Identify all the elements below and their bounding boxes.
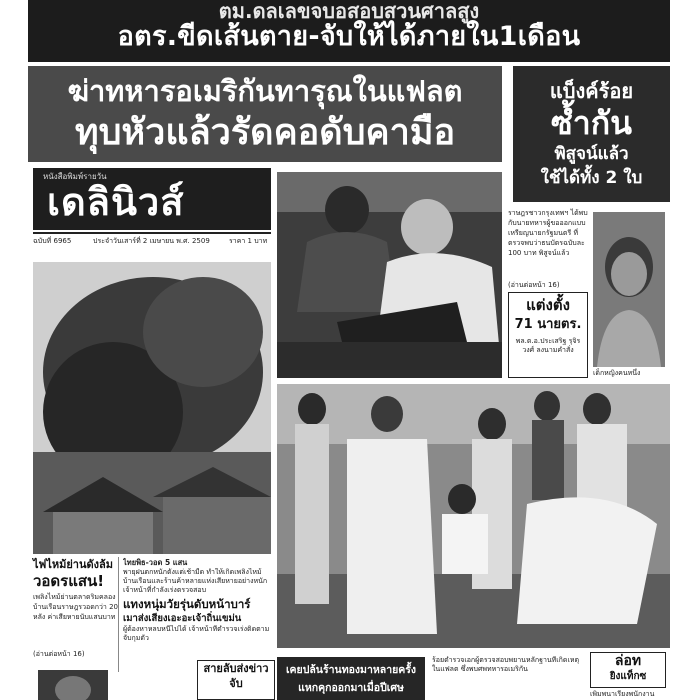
bottom-headline [277,657,425,700]
masthead-price: ราคา 1 บาท [229,237,268,245]
side-box-line2: ซ้ำกัน [551,104,632,142]
photo-crime-scene [277,384,670,648]
crash-story-headline1: แทงหนุ่มวัยรุ่นดับหน้าบาร์ [123,597,251,611]
side-story-text: ราษฎรชาวกรุงเทพฯ ได้พบกับนายทหารผู้ขอออกแบบเหรียญนายกรัฐมนตรี ที่ตรวจพบว่าธนบัตรฉบับละ 100 บาท พิสูจน์แล้ว [508,209,588,257]
main-headline [28,66,502,162]
side-box-line3: พิสูจน์แล้ว [554,144,629,164]
small-box-line2: จับ [229,677,243,690]
side-box-line1: แบ็งค์ร้อย [549,79,634,103]
side-box-line4: ใช้ได้ทั้ง 2 ใบ [540,168,643,188]
fire-story [33,557,119,672]
masthead-date: ประจำวันเสาร์ที่ 2 เมษายน พ.ศ. 2509 [93,237,210,245]
side-box [513,66,670,202]
fire-story-body: เพลิงไหม้ย่านตลาดริมคลอง บ้านเรือนราษฎรวอดกว่า 20 หลัง ค่าเสียหายนับแสนบาท [33,593,118,621]
photo-small-bottom [38,670,108,700]
masthead-name: เดลินิวส์ [47,180,185,224]
side-story [508,208,588,290]
side-story-continued: (อ่านต่อหน้า 16) [508,281,560,289]
masthead-logo-block [33,168,271,230]
photo-portrait [593,212,665,367]
crash-story-intro: ไทยพิธ-วอด 5 แสน [123,558,188,567]
crash-story [123,557,273,662]
photo-investigators [277,172,502,378]
appointment-line2: 71 นายตร. [514,317,582,332]
bottom-headline-line1: เคยปล้นร้านทองมาหลายครั้ง [285,663,417,676]
appointment-line1: แต่งตั้ง [526,296,570,314]
main-headline-line2: ทุบหัวแล้วรัดคอดับคามือ [74,112,456,153]
masthead-rule [33,232,271,234]
main-headline-line1: ฆ่าทหารอเมริกันทารุณในแฟลต [67,74,463,108]
bottom-caption: ร้อยตำรวจเอกผู้ตรวจสอบพยานหลักฐานที่เกิดเหตุในแฟลต ซึ่งพบศพทหารอเมริกัน [432,656,580,673]
fire-story-headline1: ไฟไหม้ย่านดังล้ม [33,558,114,571]
bottom-headline-line2: แหกคุกออกมาเมื่อปีเศษ [298,681,404,694]
top-banner [28,0,670,62]
crash-story-headline2: เมาส่งเสียงเอะอะเจ้าถิ่นเขม่น [123,613,242,624]
masthead-top-label: หนังสือพิมพ์รายวัน [43,172,107,181]
fire-story-continued: (อ่านต่อหน้า 16) [33,650,85,658]
fire-story-headline2: วอดรแสน! [33,572,105,590]
footer-note: เพิ่มพนาเรียงพนักงาน [590,690,655,698]
stamp-line2: ยิงแท็กซ [609,671,647,682]
top-banner-line1: ตม.ดลเลขจบอสอบสวนศาลสูง [218,0,480,23]
crash-story-body: พายุฝนตกหนักตั้งแต่เช้ามืด ทำให้เกิดเพลิงไหม้บ้านเรือนและร้านค้าหลายแห่งเสียหายอย่างหนัก เจ้าหน้าที่กำลังเร่งตรวจสอบ [123,568,268,594]
stamp-line1: ล่อท [614,653,642,669]
masthead [33,168,271,256]
stamp-box [590,652,666,688]
small-box [197,660,275,700]
small-box-line1: สายลับส่งข่าว [203,662,269,675]
masthead-issue: ฉบับที่ 6965 [33,237,72,245]
photo-fire [33,262,271,554]
crash-story-body2: ผู้ต้องหาหลบหนีไปได้ เจ้าหน้าที่ตำรวจเร่งติดตามจับกุมตัว [123,625,270,642]
appointment-box [508,292,588,378]
portrait-caption: เด็กหญิงคนหนึ่ง [593,369,641,377]
appointment-detail: พล.ต.อ.ประเสริฐ รุจิรวงศ์ ลงนามคำสั่ง [515,337,581,354]
top-banner-line2: อตร.ขีดเส้นตาย-จับให้ได้ภายใน1เดือน [117,20,581,52]
